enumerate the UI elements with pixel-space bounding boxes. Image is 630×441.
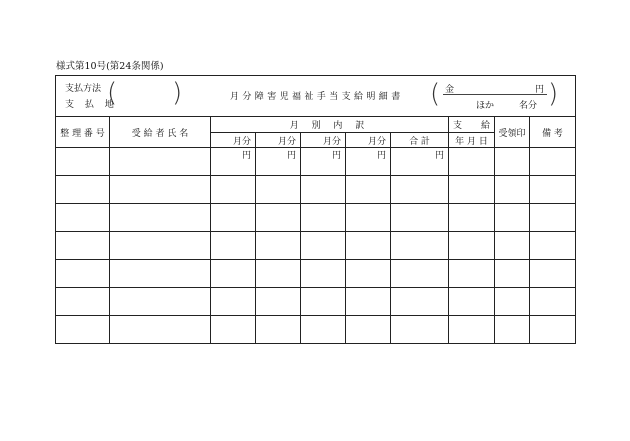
yen-unit-4: 円: [346, 148, 391, 176]
amount-meibun-label: 名分: [519, 101, 538, 111]
month-label-4: 月分: [346, 133, 391, 148]
table-row: [56, 288, 576, 316]
form-title: 月分障害児福祉手当支給明細書: [230, 92, 404, 102]
header-payment-kyu: 給: [480, 121, 490, 131]
header-remarks: 備 考: [530, 117, 576, 148]
table-row: [56, 204, 576, 232]
amount-yen-label: 円: [535, 85, 545, 95]
amount-underline: [443, 94, 547, 95]
payment-detail-table: [55, 116, 576, 344]
table-row: [56, 260, 576, 288]
yen-unit-1: 円: [211, 148, 256, 176]
amount-hoka-label: ほか: [476, 101, 495, 111]
header-monthly-breakdown: 月 別 内 訳: [211, 117, 449, 133]
yen-unit-total: 円: [391, 148, 449, 176]
month-label-2: 月分: [256, 133, 301, 148]
amount-kin-label: 金: [445, 85, 455, 95]
table-row: [56, 148, 576, 176]
table-row: [56, 232, 576, 260]
yen-unit-2: 円: [256, 148, 301, 176]
amount-bracket-right: ): [548, 79, 559, 109]
payment-place-label: 支 払 地: [65, 100, 118, 110]
header-payment-date: 年 月 日: [449, 133, 495, 148]
header-payment-shi: 支: [453, 121, 463, 131]
table-row: [56, 316, 576, 344]
amount-bracket-left: (: [430, 79, 441, 109]
yen-unit-3: 円: [301, 148, 346, 176]
header-receipt-seal: 受領印: [495, 117, 530, 148]
header-payment-top: [449, 117, 495, 133]
total-label: 合 計: [391, 133, 449, 148]
header-number: 整 理 番 号: [56, 117, 110, 148]
month-label-1: 月分: [211, 133, 256, 148]
form-number-label: 様式第10号(第24条関係): [56, 61, 164, 72]
table-row: [56, 176, 576, 204]
payment-bracket-left: (: [107, 78, 118, 108]
header-recipient-name: 受 給 者 氏 名: [110, 117, 211, 148]
payment-method-label: 支払方法: [65, 84, 102, 94]
payment-bracket-right: ): [172, 78, 183, 108]
month-label-3: 月分: [301, 133, 346, 148]
